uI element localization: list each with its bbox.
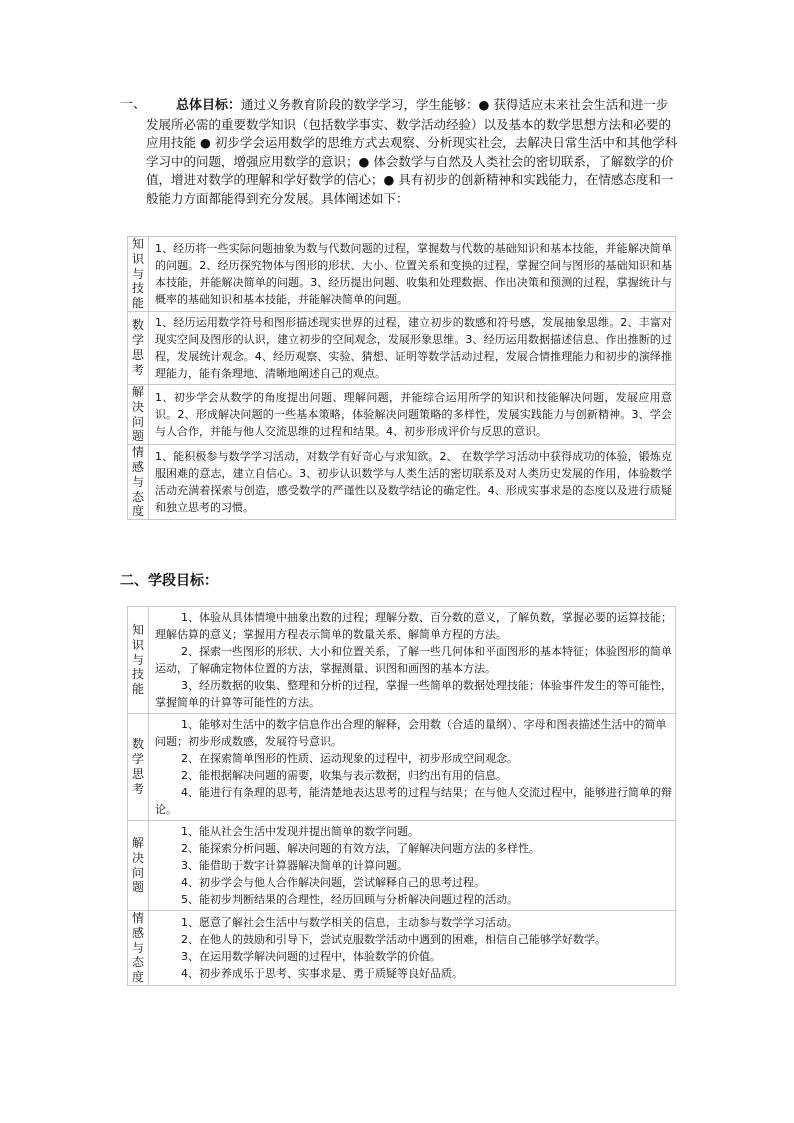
- table-row: [128, 445, 676, 520]
- list-item: 4、初步学会与他人合作解决问题，尝试解释自己的思考过程。: [181, 876, 485, 889]
- table-row: [128, 384, 676, 444]
- row-label-knowledge-skills: 知 识 与 技 能: [128, 237, 149, 312]
- table-row: [128, 821, 676, 911]
- section-paragraph: [146, 96, 680, 208]
- list-item: 2、在探索简单图形的性质、运动现象的过程中，初步形成空间观念。: [181, 752, 518, 765]
- row-content: [149, 714, 676, 821]
- row-content: 1、经历运用数学符号和图形描述现实世界的过程，建立初步的数感和符号感，发展抽象思维。2、丰富对现实空间及图形的认识，建立初步的空间观念，发展形象思维。3、经历运用数据描述信息、作出推断的过程，发展统计观念。4、经历观察、实验、猜想、证明等数学活动过程，发展合情推理能力和初步的演绎推理能力，能有条理地、清晰地阐述自己的观点。: [149, 311, 676, 384]
- stage-goals-table: [127, 606, 676, 986]
- section-text: 通过义务教育阶段的数学学习，学生能够：● 获得适应未来社会生活和进一步发展所必需的重要数学知识（包括数学事实、数学活动经验）以及基本的数学思想方法和必要的应用技能 ● 初步学会运用数学的思维方式去观察、分析现实社会，去解决日常生活中和其他学科学习中的问题，增强应用数学的意识；● 体会数学与自然及人类社会的密切联系，了解数学的价值，增进对数学的理解和学好数学的信心；● 具有初步的创新精神和实践能力，在情感态度和一般能力方面都能得到充分发展。具体阐述如下：: [146, 97, 678, 206]
- list-item: 5、能初步判断结果的合理性，经历回顾与分析解决问题过程的活动。: [181, 893, 518, 906]
- list-item: 1、体验从具体情境中抽象出数的过程；理解分数、百分数的意义，了解负数，掌握必要的运算技能；理解估算的意义；掌握用方程表示简单的数量关系、解简单方程的方法。: [155, 611, 672, 641]
- section-title: 总体目标：: [176, 98, 242, 113]
- list-item: 4、初步养成乐于思考、实事求是、勇于质疑等良好品质。: [181, 966, 463, 980]
- row-content: 1、初步学会从数学的角度提出问题、理解问题，并能综合运用所学的知识和技能解决问题，发展应用意识。2、形成解决问题的一些基本策略，体验解决问题策略的多样性，发展实践能力与创新精神。3、学会与人合作，并能与他人交流思维的过程和结果。4、初步形成评价与反思的意识。: [149, 384, 676, 444]
- table-row: [128, 311, 676, 384]
- row-label-problem-solving: 解 决 问 题: [128, 821, 149, 911]
- section-overall-goals: [120, 96, 680, 208]
- table-row: [128, 237, 676, 312]
- list-item: 3、经历数据的收集、整理和分析的过程，掌握一些简单的数据处理技能；体验事件发生的等可能性，掌握简单的计算等可能性的方法。: [155, 679, 672, 709]
- table-row: [128, 714, 676, 821]
- list-item: 2、能探索分析问题、解决问题的有效方法，了解解决问题方法的多样性。: [181, 842, 540, 855]
- list-item: 2、能根据解决问题的需要，收集与表示数据，归约出有用的信息。: [181, 769, 507, 782]
- list-item: 2、探索一些图形的形状、大小和位置关系，了解一些几何体和平面图形的基本特征；体验图形的简单运动，了解确定物体位置的方法，掌握测量、识图和画图的基本方法。: [155, 645, 672, 675]
- row-label-emotion-attitude: 情 感 与 态 度: [128, 911, 149, 986]
- row-content: [149, 911, 676, 986]
- section-number: 一、: [120, 97, 147, 112]
- list-item: 3、能借助于数字计算器解决简单的计算问题。: [181, 859, 408, 872]
- row-label-problem-solving: 解 决 问 题: [128, 384, 149, 444]
- row-label-math-thinking: 数 学 思 考: [128, 311, 149, 384]
- table-row: [128, 911, 676, 986]
- row-label-emotion-attitude: 情 感 与 态 度: [128, 445, 149, 520]
- list-item: 1、愿意了解社会生活中与数学相关的信息，主动参与数学学习活动。: [181, 915, 518, 929]
- overall-goals-table: [127, 236, 676, 520]
- row-label-knowledge-skills: 知 识 与 技 能: [128, 607, 149, 714]
- row-content: 1、经历将一些实际问题抽象为数与代数问题的过程，掌握数与代数的基础知识和基本技能，并能解决简单的问题。2、经历探究物体与图形的形状、大小、位置关系和变换的过程，掌握空间与图形的基础知识和基本技能，并能解决简单的问题。3、经历提出问题、收集和处理数据、作出决策和预测的过程，掌握统计与概率的基础知识和基本技能，并能解决简单的问题。: [149, 237, 676, 312]
- list-item: 3、在运用数学解决问题的过程中，体验数学的价值。: [181, 949, 441, 963]
- row-content: [149, 821, 676, 911]
- row-content: [149, 607, 676, 714]
- list-item: 1、能够对生活中的数字信息作出合理的解释，会用数（合适的量纲）、字母和图表描述生活中的简单问题；初步形成数感，发展符号意识。: [155, 718, 667, 748]
- row-content: 1、能积极参与数学学习活动，对数学有好奇心与求知欲。2、 在数学学习活动中获得成功的体验，锻炼克服困难的意志，建立自信心。3、初步认识数学与人类生活的密切联系及对人类历史发展的作用，体验数学活动充满着探索与创造，感受数学的严谨性以及数学结论的确定性。4、形成实事求是的态度以及进行质疑和独立思考的习惯。: [149, 445, 676, 520]
- table-row: [128, 607, 676, 714]
- list-item: 2、在他人的鼓励和引导下，尝试克服数学活动中遇到的困难，相信自己能够学好数学。: [181, 932, 606, 946]
- section-stage-goals-title: 二、学段目标：: [120, 573, 218, 589]
- list-item: 4、能进行有条理的思考，能清楚地表达思考的过程与结果；在与他人交流过程中，能够进行简单的辩论。: [155, 786, 672, 816]
- list-item: 1、能从社会生活中发现并提出简单的数学问题。: [181, 825, 419, 838]
- row-label-math-thinking: 数 学 思 考: [128, 714, 149, 821]
